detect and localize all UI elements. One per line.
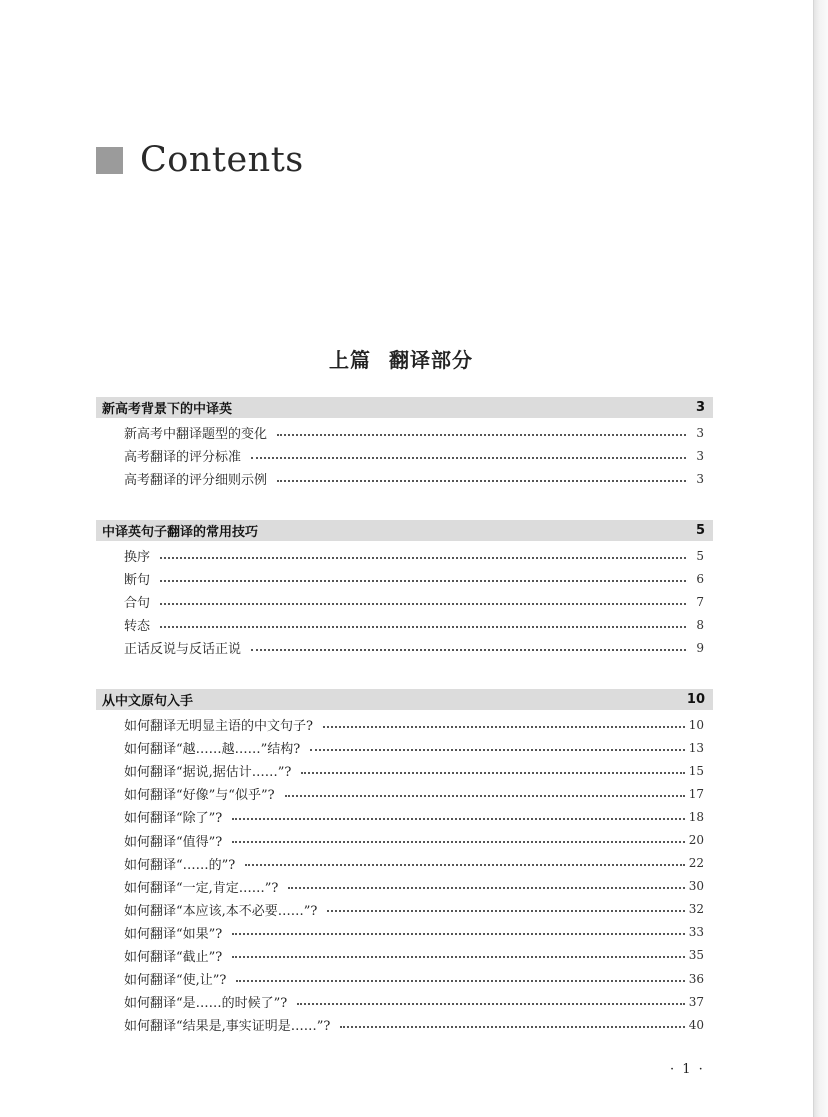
dot-leader — [232, 841, 684, 843]
toc-entry[interactable] — [96, 944, 713, 967]
toc-entry[interactable] — [96, 1013, 713, 1036]
toc-entry[interactable] — [96, 898, 713, 921]
toc-entry[interactable] — [96, 759, 713, 782]
entry-label: 高考翻译的评分细则示例 — [124, 473, 268, 489]
dot-leader — [160, 603, 686, 605]
entry-page: 32 — [688, 902, 704, 917]
entry-label: 如何翻译“……的”? — [124, 857, 236, 873]
dot-leader — [327, 910, 684, 912]
entry-page: 10 — [688, 717, 704, 732]
entry-page: 30 — [688, 879, 704, 894]
entry-label: 正话反说与反话正说 — [124, 642, 242, 658]
dot-leader — [340, 1026, 684, 1028]
contents-heading — [96, 138, 304, 182]
dot-leader — [160, 580, 686, 582]
entry-page: 37 — [688, 994, 704, 1009]
toc-entry[interactable] — [96, 828, 713, 851]
entry-page: 40 — [688, 1017, 704, 1032]
toc-entry[interactable] — [96, 921, 713, 944]
toc-entry[interactable] — [96, 782, 713, 805]
section-page: 3 — [695, 400, 705, 415]
toc-entry[interactable] — [96, 990, 713, 1013]
entry-page: 7 — [696, 594, 704, 609]
entry-label: 新高考中翻译题型的变化 — [124, 427, 268, 443]
entry-page: 5 — [696, 548, 704, 563]
entry-page: 17 — [688, 786, 704, 801]
dot-leader — [285, 795, 685, 797]
dot-leader — [232, 933, 684, 935]
entry-page: 13 — [688, 740, 704, 755]
entry-page: 15 — [688, 763, 704, 778]
entry-label: 如何翻译“一定,肯定……”? — [124, 880, 279, 896]
entry-page: 3 — [696, 448, 704, 463]
dot-leader — [310, 749, 684, 751]
toc-entry[interactable] — [96, 967, 713, 990]
entry-label: 换序 — [124, 550, 151, 566]
section-header[interactable] — [96, 689, 713, 710]
dot-leader — [236, 980, 684, 982]
toc-entry[interactable] — [96, 444, 713, 467]
dot-leader — [245, 864, 684, 866]
entry-label: 如何翻译“越……越……”结构? — [124, 742, 301, 758]
toc-entry[interactable] — [96, 544, 713, 567]
entry-page: 33 — [688, 925, 704, 940]
section-title: 新高考背景下的中译英 — [102, 402, 233, 417]
dot-leader — [301, 772, 684, 774]
dot-leader — [297, 1003, 684, 1005]
entry-label: 如何翻译“本应该,本不必要……”? — [124, 903, 318, 919]
toc-section — [96, 689, 713, 1036]
entry-label: 如何翻译“除了”? — [124, 811, 223, 827]
dot-leader — [232, 956, 684, 958]
section-page: 10 — [686, 692, 705, 707]
entry-page: 3 — [696, 471, 704, 486]
entry-label: 断句 — [124, 573, 151, 589]
entry-label: 如何翻译“如果”? — [124, 926, 223, 942]
dot-leader — [277, 480, 686, 482]
entry-label: 如何翻译“是……的时候了”? — [124, 996, 288, 1012]
section-page: 5 — [695, 523, 705, 538]
entry-label: 如何翻译“值得”? — [124, 834, 223, 850]
part-title: 上篇 翻译部分 — [329, 348, 473, 372]
contents-square-icon — [96, 147, 123, 174]
entry-page: 20 — [688, 833, 704, 848]
entry-page: 9 — [696, 640, 704, 655]
dot-leader — [160, 557, 686, 559]
toc-entry[interactable] — [96, 875, 713, 898]
dot-leader — [288, 887, 684, 889]
toc-entry[interactable] — [96, 467, 713, 490]
page-number: · 1 · — [670, 1062, 705, 1077]
toc-entry[interactable] — [96, 636, 713, 659]
entry-label: 如何翻译“使,让”? — [124, 973, 227, 989]
dot-leader — [160, 626, 686, 628]
entry-label: 如何翻译“结果是,事实证明是……”? — [124, 1019, 331, 1035]
entry-label: 如何翻译“据说,据估计……”? — [124, 765, 292, 781]
toc-section — [96, 397, 713, 490]
entry-page: 6 — [696, 571, 704, 586]
toc-entry[interactable] — [96, 613, 713, 636]
entry-label: 如何翻译无明显主语的中文句子? — [124, 719, 313, 735]
section-header[interactable] — [96, 520, 713, 541]
dot-leader — [232, 818, 684, 820]
entry-label: 高考翻译的评分标准 — [124, 450, 242, 466]
section-title: 从中文原句入手 — [102, 694, 194, 709]
entry-page: 18 — [688, 809, 704, 824]
entry-label: 如何翻译“好像”与“似乎”? — [124, 788, 275, 804]
contents-title: Contents — [140, 140, 304, 180]
dot-leader — [251, 457, 686, 459]
entry-label: 合句 — [124, 596, 151, 612]
entry-page: 3 — [696, 425, 704, 440]
toc-entry[interactable] — [96, 421, 713, 444]
entry-label: 转态 — [124, 619, 151, 635]
toc-entry[interactable] — [96, 567, 713, 590]
toc-entry[interactable] — [96, 852, 713, 875]
section-header[interactable] — [96, 397, 713, 418]
toc-entry[interactable] — [96, 713, 713, 736]
dot-leader — [251, 649, 686, 651]
entry-page: 8 — [696, 617, 704, 632]
section-title: 中译英句子翻译的常用技巧 — [102, 525, 259, 540]
toc-entry[interactable] — [96, 590, 713, 613]
dot-leader — [277, 434, 686, 436]
toc-entry[interactable] — [96, 805, 713, 828]
entry-page: 22 — [688, 856, 704, 871]
entry-label: 如何翻译“截止”? — [124, 949, 223, 965]
entry-page: 36 — [688, 971, 704, 986]
toc-entry[interactable] — [96, 736, 713, 759]
page-edge — [813, 0, 828, 1117]
dot-leader — [323, 726, 685, 728]
entry-page: 35 — [688, 948, 704, 963]
toc-section — [96, 520, 713, 659]
